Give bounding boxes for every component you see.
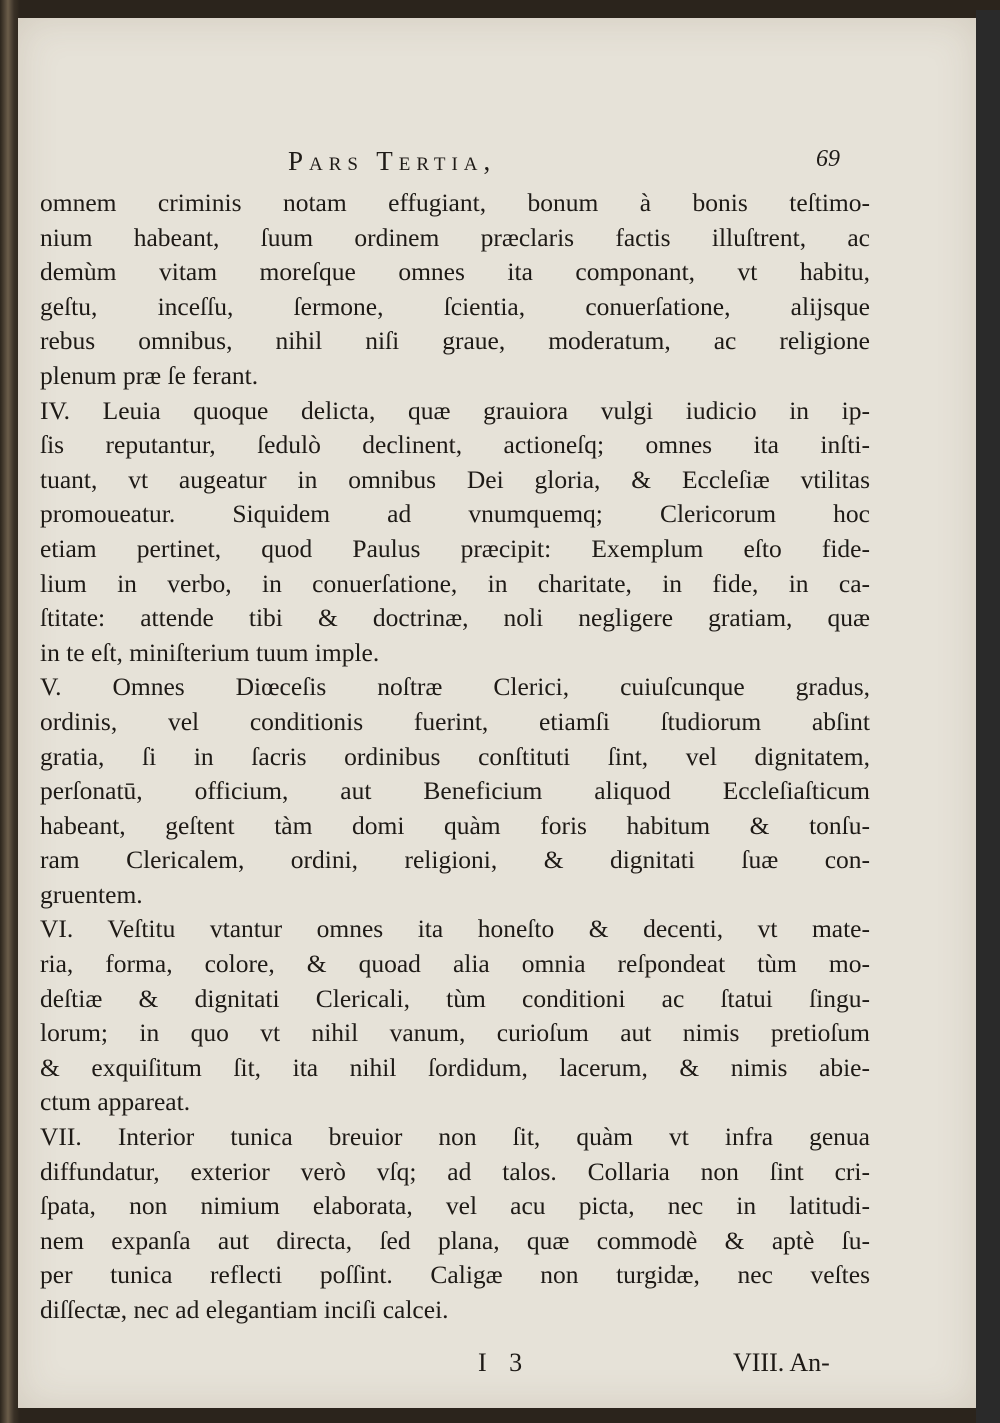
text-line: rebus omnibus, nihil niſi graue, moderatum, ac religione: [40, 326, 870, 356]
signature-mark: I 3: [478, 1348, 531, 1377]
text-line: VI. Veſtitu vtantur omnes ita honeſto & decenti, vt mate-: [40, 914, 870, 944]
text-line: ria, forma, colore, & quoad alia omnia reſpondeat tùm mo-: [40, 949, 870, 979]
running-title: Pars Tertia,: [288, 146, 497, 176]
text-line: in te eſt, miniſterium tuum imple.: [40, 637, 380, 667]
text-line: gratia, ſi in ſacris ordinibus conſtituti ſint, vel dignitatem,: [40, 741, 870, 771]
text-line: perſonatū, officium, aut Beneficium aliquod Eccleſiaſticum: [40, 776, 870, 806]
running-head: [288, 146, 848, 180]
text-line: & exquiſitum ſit, ita nihil ſordidum, lacerum, & nimis abie-: [40, 1052, 870, 1082]
text-line: nium habeant, ſuum ordinem præclaris factis illuſtrent, ac: [40, 222, 870, 252]
text-line: VII. Interior tunica breuior non ſit, quàm vt infra genua: [40, 1122, 870, 1152]
text-line: demùm vitam moreſque omnes ita componant, vt habitu,: [40, 257, 870, 287]
text-line: tuant, vt augeatur in omnibus Dei gloria, & Eccleſiæ vtilitas: [40, 464, 870, 494]
page-number: 69: [816, 146, 840, 172]
text-line: omnem criminis notam effugiant, bonum à bonis teſtimo-: [40, 188, 870, 217]
text-line: gruentem.: [40, 879, 143, 909]
text-line: lorum; in quo vt nihil vanum, curioſum aut nimis pretioſum: [40, 1018, 870, 1048]
text-line: per tunica reflecti poſſint. Caligæ non turgidæ, nec veſtes: [40, 1260, 870, 1290]
text-line: ordinis, vel conditionis fuerint, etiamſi ſtudiorum abſint: [40, 706, 870, 736]
text-line: plenum præ ſe ferant.: [40, 360, 259, 390]
book-page: [18, 18, 976, 1408]
text-line: ram Clericalem, ordini, religioni, & dignitati ſuæ con-: [40, 845, 870, 875]
page-footer: [18, 1348, 976, 1388]
text-line: etiam pertinet, quod Paulus præcipit: Exemplum eſto fide-: [40, 533, 870, 563]
catchword: VIII. An-: [733, 1348, 830, 1377]
text-line: deſtiæ & dignitati Clericali, tùm conditioni ac ſtatui ſingu-: [40, 983, 870, 1013]
text-line: diſſectæ, nec ad elegantiam inciſi calcei.: [40, 1295, 449, 1324]
text-line: habeant, geſtent tàm domi quàm foris habitum & tonſu-: [40, 810, 870, 840]
text-line: IV. Leuia quoque delicta, quæ grauiora vulgi iudicio in ip-: [40, 395, 870, 425]
text-line: ctum appareat.: [40, 1087, 191, 1117]
text-line: promoueatur. Siquidem ad vnumquemq; Clericorum hoc: [40, 499, 870, 529]
text-line: lium in verbo, in conuerſatione, in charitate, in fide, in ca-: [40, 568, 870, 598]
text-line: V. Omnes Diœceſis noſtræ Clerici, cuiuſcunque gradus,: [40, 672, 870, 702]
page-edge-shadow: [976, 10, 1000, 1423]
text-line: ſtitate: attende tibi & doctrinæ, noli negligere gratiam, quæ: [40, 603, 870, 633]
text-line: ſpata, non nimium elaborata, vel acu picta, nec in latitudi-: [40, 1191, 870, 1221]
text-line: diffundatur, exterior verò vſq; ad talos. Collaria non ſint cri-: [40, 1156, 870, 1186]
text-line: ſis reputantur, ſedulò declinent, actioneſq; omnes ita inſti-: [40, 430, 870, 460]
body-text: [40, 186, 870, 1328]
text-line: nem expanſa aut directa, ſed plana, quæ commodè & aptè ſu-: [40, 1225, 870, 1255]
text-line: geſtu, inceſſu, ſermone, ſcientia, conuerſatione, alijsque: [40, 291, 870, 321]
